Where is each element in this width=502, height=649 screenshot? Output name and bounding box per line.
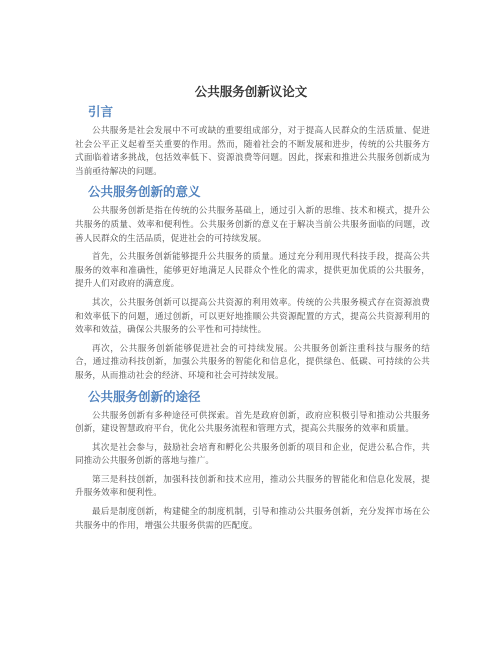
paragraph: 最后是制度创新，构建健全的制度机制，引导和推动公共服务创新，充分发挥市场在公共服务中的作用，增强公共服务供需的匹配度。 bbox=[75, 507, 430, 531]
paragraph: 其次，公共服务创新可以提高公共资源的利用效率。传统的公共服务模式存在资源浪费和效率低下的问题，通过创新，可以更好地推顺公共资源配置的方式，提高公共资源利用的效率和效益，确保公共服务的公平性和可持续性。 bbox=[75, 297, 430, 336]
section-heading: 公共服务创新的途径 bbox=[88, 388, 201, 404]
paragraph: 公共服务创新是指在传统的公共服务基础上，通过引入新的思维、技术和模式，提升公共服务的质量、效率和便利性。公共服务创新的意义在于解决当前公共服务面临的问题，改善人民群众的生活品质，促进社会的可持续发展。 bbox=[75, 206, 430, 244]
paragraph: 第三是科技创新，加强科技创新和技术应用，推动公共服务的智能化和信息化发展，提升服务效率和便利性。 bbox=[75, 474, 430, 499]
paragraph: 公共服务是社会发展中不可或缺的重要组成部分，对于提高人民群众的生活质量、促进社会公平正义起着至关重要的作用。然而，随着社会的不断发展和进步，传统的公共服务方式面临着诸多挑战，包括效率低下、资源浪费等问题。因此，探索和推进公共服务创新成为当前亟待解决的问题。 bbox=[75, 126, 430, 177]
section-approaches bbox=[75, 389, 430, 534]
paragraph: 其次是社会参与，鼓励社会培育和孵化公共服务创新的项目和企业，促进公私合作，共同推动公共服务创新的落地与推广。 bbox=[75, 442, 430, 467]
document-body bbox=[75, 104, 430, 538]
paragraph: 再次，公共服务创新能够促进社会的可持续发展。公共服务创新注重科技与服务的结合，通过推动科技创新，加强公共服务的智能化和信息化，提供绿色、低碳、可持续的公共服务，从而推动社会的经济、环境和社会可持续发展。 bbox=[75, 343, 430, 381]
paragraph: 公共服务创新有多种途径可供探索。首先是政府创新，政府应积极引导和推动公共服务创新，建设智慧政府平台，优化公共服务流程和管理方式，提高公共服务的效率和质量。 bbox=[75, 410, 430, 435]
section-heading: 公共服务创新的意义 bbox=[88, 184, 201, 200]
document-title: 公共服务创新议论文 bbox=[194, 84, 308, 99]
section-heading: 引言 bbox=[88, 104, 114, 119]
section-significance bbox=[75, 184, 430, 383]
paragraph: 首先，公共服务创新能够提升公共服务的质量。通过充分利用现代科技手段，提高公共服务的效率和准确性，能够更好地满足人民群众个性化的需求，提供更加优质的公共服务，提升人们对政府的满意度。 bbox=[75, 252, 430, 290]
section-intro bbox=[75, 104, 430, 179]
